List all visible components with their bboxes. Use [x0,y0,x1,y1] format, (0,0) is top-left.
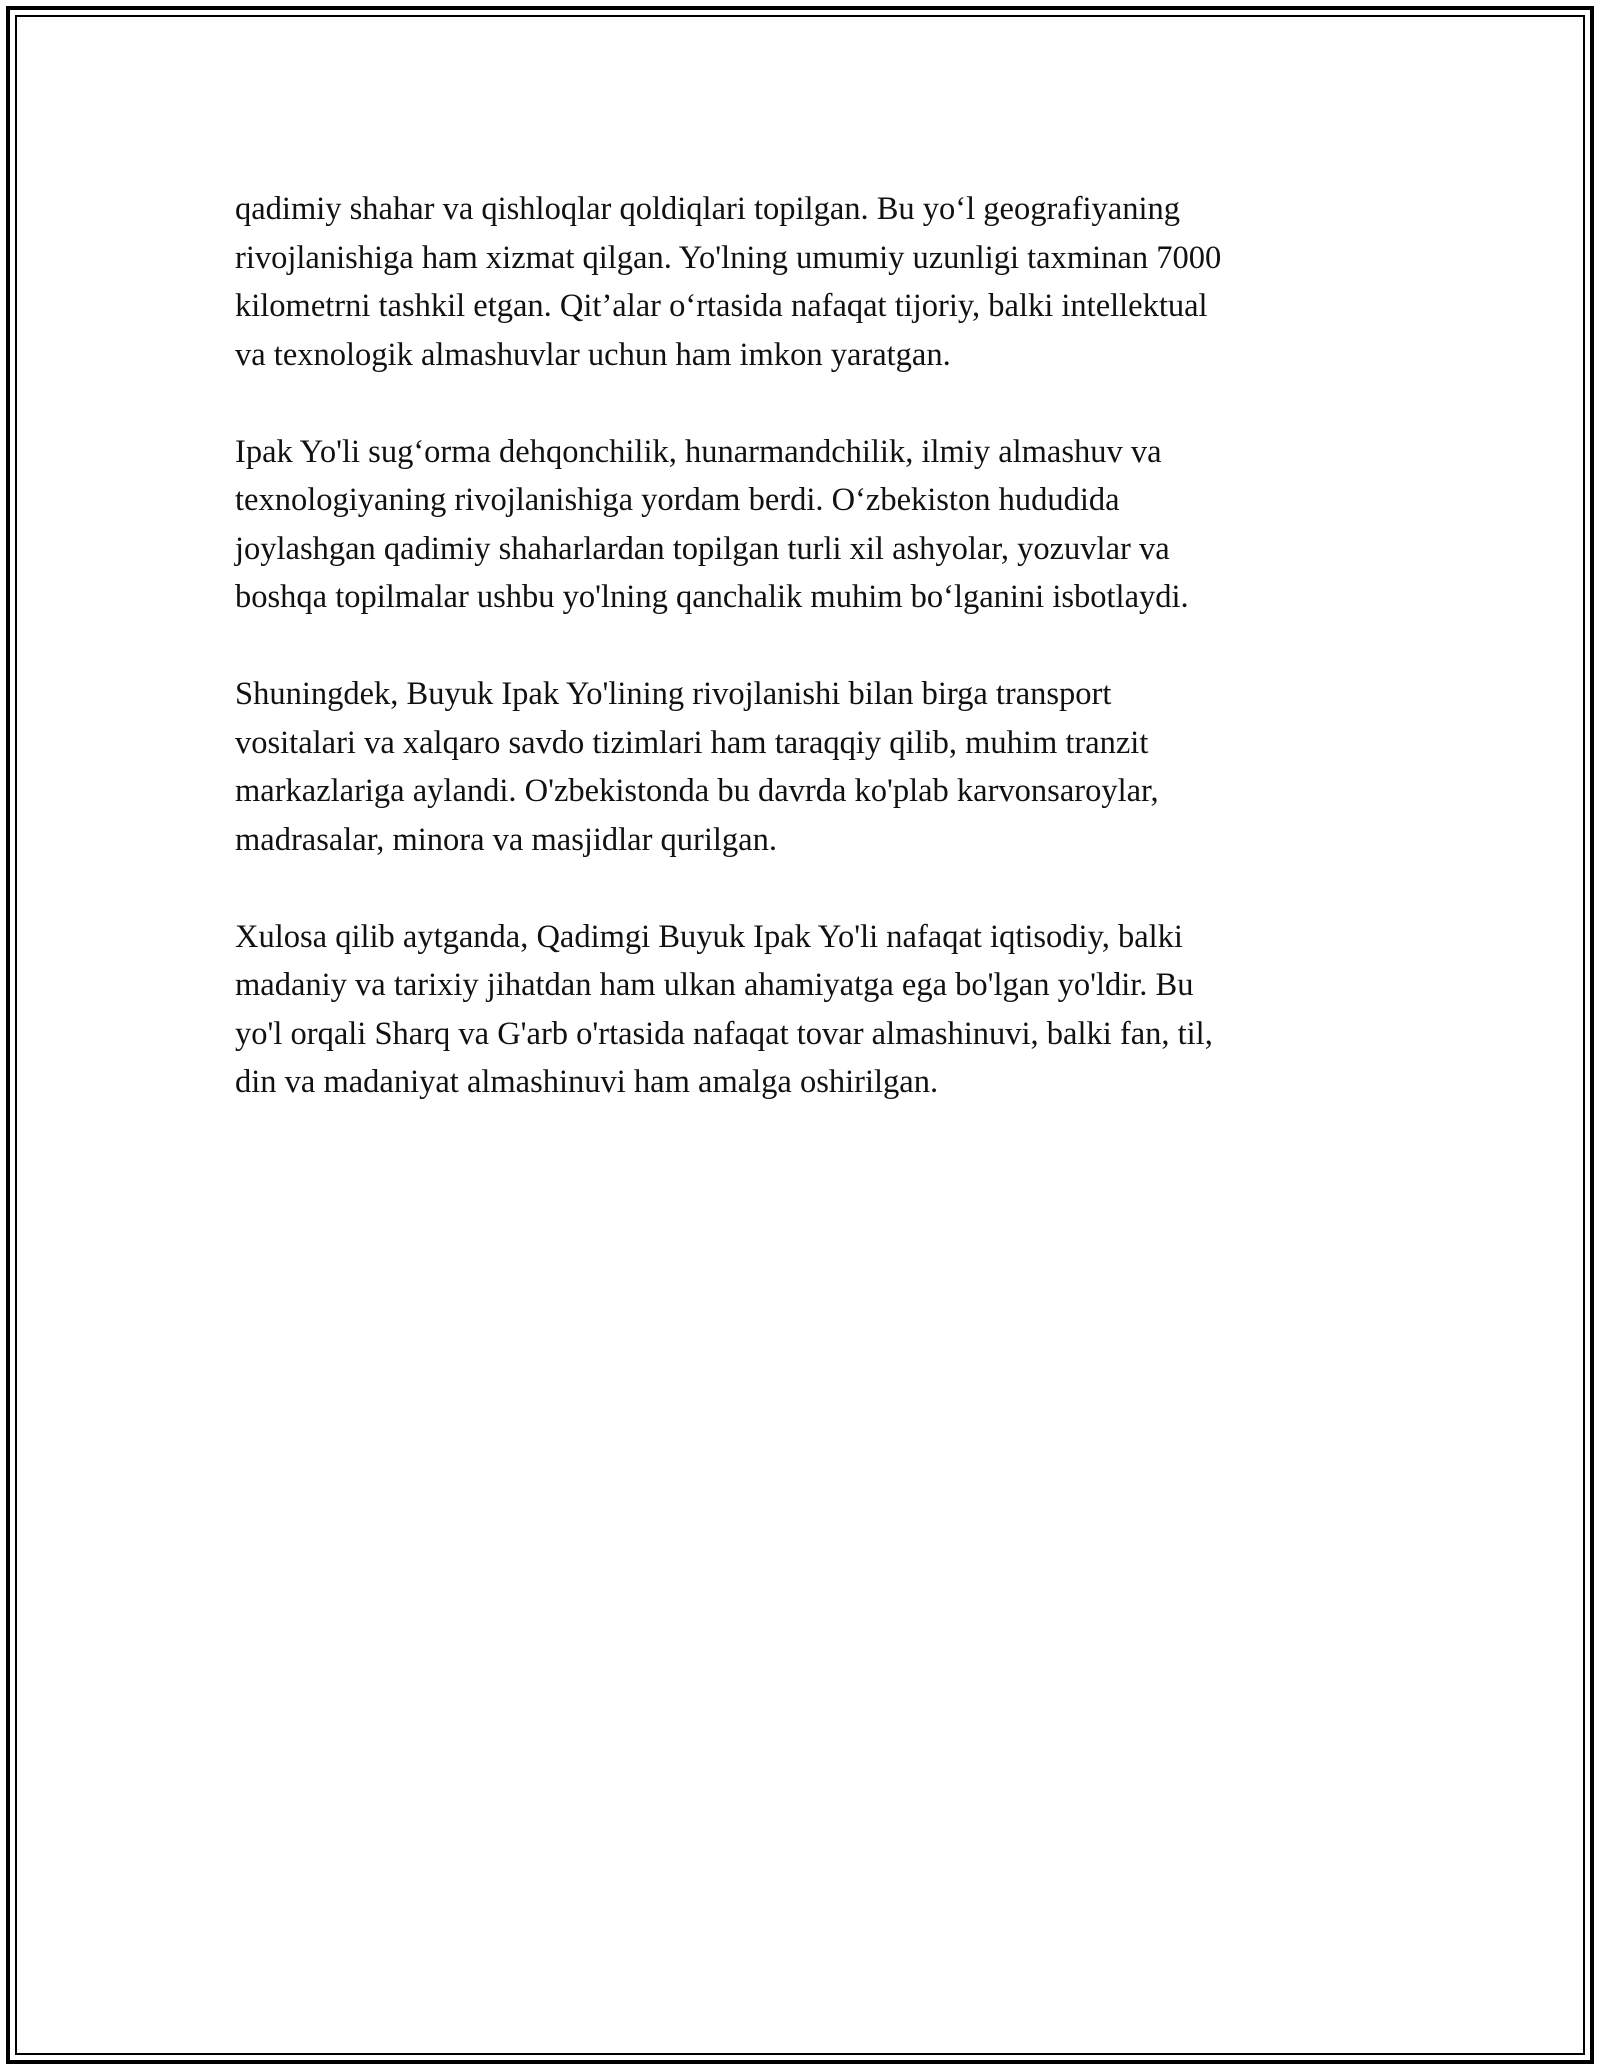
paragraph-3 [235,670,1375,864]
paragraph-line: din va madaniyat almashinuvi ham amalga oshirilgan. [235,1064,939,1100]
paragraph-1 [235,185,1375,379]
paragraph-line: boshqa topilmalar ushbu yo'lning qanchalik muhim bo‘lganini isbotlaydi. [235,579,1189,615]
paragraph-line: Xulosa qilib aytganda, Qadimgi Buyuk Ipak Yo'li nafaqat iqtisodiy, balki [235,918,1183,955]
paragraph-line: joylashgan qadimiy shaharlardan topilgan turli xil ashyolar, yozuvlar va [235,530,1170,567]
paragraph-line: va texnologik almashuvlar uchun ham imkon yaratgan. [235,336,951,373]
paragraph-line: Ipak Yo'li sug‘orma dehqonchilik, hunarmandchilik, ilmiy almashuv va [235,433,1162,470]
paragraph-line: qadimiy shahar va qishloqlar qoldiqlari topilgan. Bu yo‘l geografiyaning [235,191,1181,227]
paragraph-line: Shuningdek, Buyuk Ipak Yo'lining rivojlanishi bilan birga transport [235,676,1112,712]
paragraph-line: vositalari va xalqaro savdo tizimlari ham taraqqiy qilib, muhim tranzit [235,724,1149,761]
paragraph-line: madrasalar, minora va masjidlar qurilgan. [235,821,777,858]
paragraph-2 [235,428,1375,622]
paragraph-4 [235,913,1375,1107]
document-body [235,185,1375,1155]
paragraph-line: kilometrni tashkil etgan. Qit’alar o‘rtasida nafaqat tijoriy, balki intellektual [235,288,1208,324]
paragraph-line: madaniy va tarixiy jihatdan ham ulkan ahamiyatga ega bo'lgan yo'ldir. Bu [235,967,1194,1003]
paragraph-line: texnologiyaning rivojlanishiga yordam berdi. O‘zbekiston hududida [235,482,1120,518]
paragraph-line: rivojlanishiga ham xizmat qilgan. Yo'lning umumiy uzunligi taxminan 7000 [235,239,1222,276]
paragraph-line: markazlariga aylandi. O'zbekistonda bu davrda ko'plab karvonsaroylar, [235,773,1159,809]
paragraph-line: yo'l orqali Sharq va G'arb o'rtasida nafaqat tovar almashinuvi, balki fan, til, [235,1015,1213,1052]
